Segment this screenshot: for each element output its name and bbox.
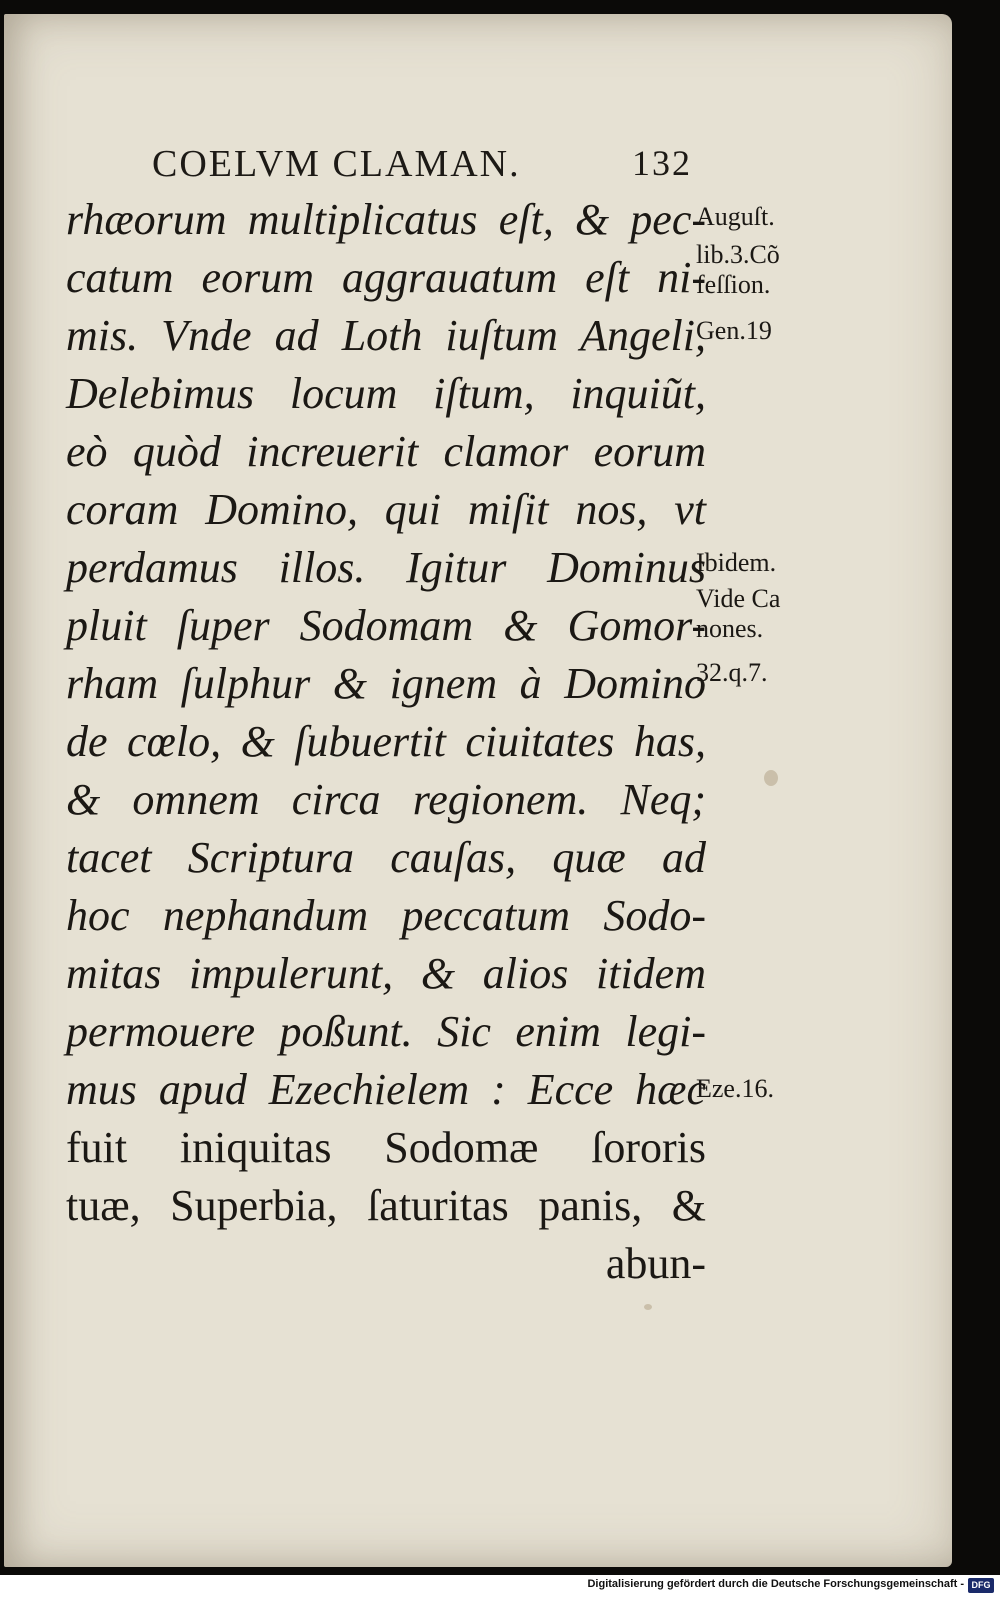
text-line: rhæorum multiplicatus eſt, & pec- xyxy=(66,195,706,244)
marginal-note: nones. xyxy=(696,614,764,643)
running-title: COELVM CLAMAN. xyxy=(152,143,521,185)
text-line: permouere poßunt. Sic enim legi- xyxy=(66,1007,706,1056)
marginal-note: Ibidem. xyxy=(696,548,777,577)
text-line: eò quòd increuerit clamor eorum xyxy=(66,427,706,476)
text-line: de cœlo, & ſubuertit ciuitates has, xyxy=(66,717,706,766)
marginal-note: lib.3.Cõ xyxy=(696,240,780,269)
marginal-note: Eze.16. xyxy=(696,1074,774,1103)
marginal-note: Vide Ca xyxy=(696,584,781,613)
text-line: mis. Vnde ad Loth iuſtum Angeli, xyxy=(66,311,706,360)
marginal-note: feſſion. xyxy=(696,270,771,299)
text-line: catum eorum aggrauatum eſt ni- xyxy=(66,253,706,302)
marginal-note: 32.q.7. xyxy=(696,658,768,687)
marginal-note: Gen.19 xyxy=(696,316,772,345)
text-line: tuæ, Superbia, ſaturitas panis, & xyxy=(66,1181,706,1230)
text-line: tacet Scriptura cauſas, quæ ad xyxy=(66,833,706,882)
text-line: mus apud Ezechielem : Ecce hæc xyxy=(66,1065,706,1114)
marginal-note: Auguſt. xyxy=(696,202,775,231)
footer-bar xyxy=(0,1575,1000,1597)
dfg-logo-icon: DFG xyxy=(968,1578,994,1593)
text-line: pluit ſuper Sodomam & Gomor- xyxy=(66,601,706,650)
text-line: rham ſulphur & ignem à Domino xyxy=(66,659,706,708)
text-line: Delebimus locum iſtum, inquiũt, xyxy=(66,369,706,418)
text-line: perdamus illos. Igitur Dominus xyxy=(66,543,706,592)
text-line: fuit iniquitas Sodomæ ſororis xyxy=(66,1123,706,1172)
digitization-credit: Digitalisierung gefördert durch die Deutsche Forschungsgemeinschaft - xyxy=(587,1578,964,1590)
text-line: hoc nephandum peccatum Sodo- xyxy=(66,891,706,940)
text-line: & omnem circa regionem. Neq; xyxy=(66,775,706,824)
page-number: 132 xyxy=(632,143,692,183)
text-line: coram Domino, qui miſit nos, vt xyxy=(66,485,706,534)
catchword: abun- xyxy=(605,1239,706,1288)
text-line: mitas impulerunt, & alios itidem xyxy=(66,949,706,998)
book-page xyxy=(4,14,952,1567)
